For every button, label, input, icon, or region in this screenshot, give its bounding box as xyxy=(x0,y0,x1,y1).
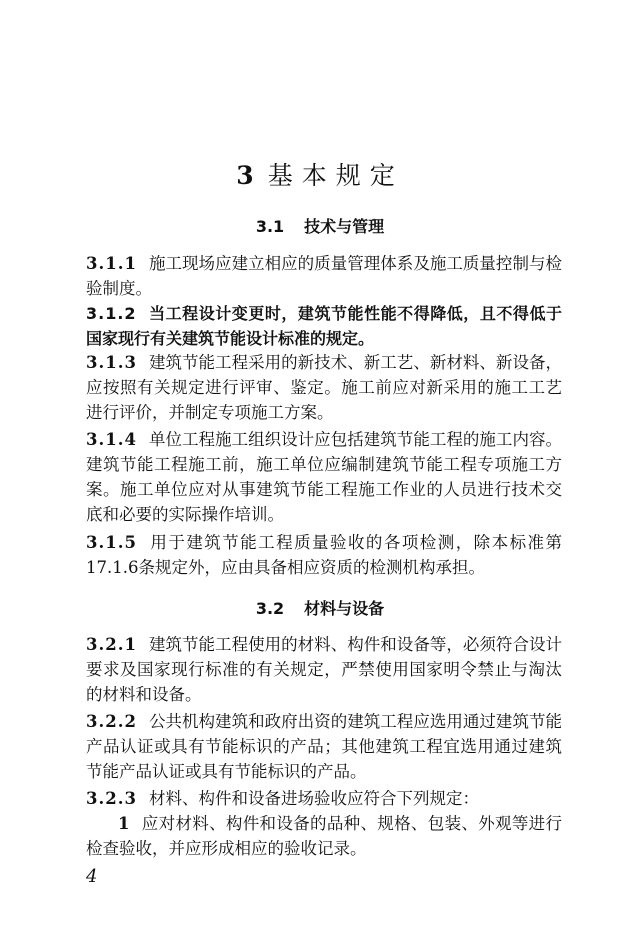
chapter-title-text: 基本规定 xyxy=(267,161,404,190)
clause-number: 3.2.1 xyxy=(86,635,137,654)
clause-number: 3.1.4 xyxy=(86,430,137,449)
clause-3-2-2 xyxy=(86,709,562,784)
section-number: 3.1 xyxy=(255,217,285,236)
clause-text: 建筑节能工程使用的材料、构件和设备等，必须符合设计要求及国家现行标准的有关规定，严禁使用国家明令禁止与淘汰的材料和设备。 xyxy=(86,635,562,704)
clause-number: 3.2.3 xyxy=(86,789,137,808)
clause-3-1-1 xyxy=(86,251,562,301)
clause-text: 建筑节能工程采用的新技术、新工艺、新材料、新设备，应按照有关规定进行评审、鉴定。施工前应对新采用的施工工艺进行评价，并制定专项施工方案。 xyxy=(86,353,562,422)
section-heading-3-2 xyxy=(0,596,640,619)
page-number: 4 xyxy=(86,866,98,887)
clause-text: 用于建筑节能工程质量验收的各项检测，除本标准第17.1.6条规定外，应由具备相应资质的检测机构承担。 xyxy=(86,533,562,577)
clause-number: 3.2.2 xyxy=(86,712,137,731)
chapter-title xyxy=(0,156,640,192)
clause-3-1-5 xyxy=(86,530,562,580)
chapter-number: 3 xyxy=(236,161,254,190)
section-heading-3-1 xyxy=(0,214,640,237)
section-title: 技术与管理 xyxy=(304,217,385,236)
list-item-1 xyxy=(86,811,562,861)
item-number: 1 xyxy=(118,814,130,833)
clause-number: 3.1.2 xyxy=(86,304,137,323)
clause-number: 3.1.3 xyxy=(86,353,137,372)
clause-number: 3.1.1 xyxy=(86,254,137,273)
section-number: 3.2 xyxy=(255,599,285,618)
clause-3-2-3 xyxy=(86,786,562,811)
item-text: 应对材料、构件和设备的品种、规格、包装、外观等进行检查验收，并应形成相应的验收记录。 xyxy=(86,814,562,858)
clause-3-2-1 xyxy=(86,632,562,707)
section-title: 材料与设备 xyxy=(304,599,385,618)
clause-3-1-4 xyxy=(86,427,562,527)
clause-text: 材料、构件和设备进场验收应符合下列规定： xyxy=(148,789,479,808)
clause-text: 单位工程施工组织设计应包括建筑节能工程的施工内容。建筑节能工程施工前，施工单位应编制建筑节能工程专项施工方案。施工单位应对从事建筑节能工程施工作业的人员进行技术交底和必要的实际操作培训。 xyxy=(86,430,562,524)
clause-3-1-3 xyxy=(86,350,562,425)
clause-text: 当工程设计变更时，建筑节能性能不得降低，且不得低于国家现行有关建筑节能设计标准的规定。 xyxy=(86,304,562,348)
clause-number: 3.1.5 xyxy=(86,533,137,552)
clause-text: 公共机构建筑和政府出资的建筑工程应选用通过建筑节能产品认证或具有节能标识的产品；其他建筑工程宜选用通过建筑节能产品认证或具有节能标识的产品。 xyxy=(86,712,562,781)
clause-text: 施工现场应建立相应的质量管理体系及施工质量控制与检验制度。 xyxy=(86,254,562,298)
clause-3-1-2 xyxy=(86,301,562,351)
